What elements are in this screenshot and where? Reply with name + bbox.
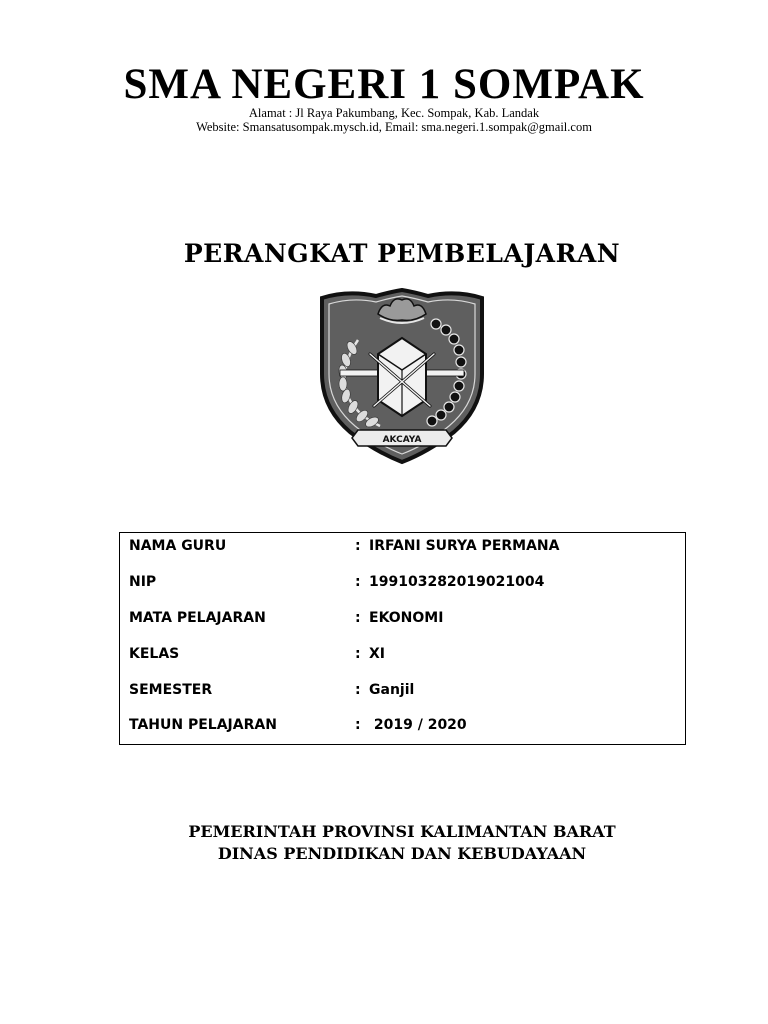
info-label: SEMESTER [129,682,213,698]
info-separator: : [355,610,361,626]
info-value: EKONOMI [369,610,444,626]
info-value: 199103282019021004 [369,574,545,590]
emblem-ribbon-text: AKCAYA [382,435,422,445]
info-value: Ganjil [369,682,415,698]
info-label: TAHUN PELAJARAN [129,717,277,733]
info-value: IRFANI SURYA PERMANA [369,538,560,554]
school-name: SMA NEGERI 1 SOMPAK [123,61,645,108]
footer-government: PEMERINTAH PROVINSI KALIMANTAN BARAT [188,822,616,841]
school-website: Website: Smansatusompak.mysch.id, Email: sma.negeri.1.sompak@gmail.com [196,120,592,134]
info-separator: : [355,574,361,590]
school-address: Alamat : Jl Raya Pakumbang, Kec. Sompak, Kab. Landak [248,106,540,120]
info-label: KELAS [129,646,180,662]
info-separator: : [355,646,361,662]
info-separator: : [355,538,361,554]
info-separator: : [355,682,361,698]
info-label: MATA PELAJARAN [129,610,266,626]
document-title: PERANGKAT PEMBELAJARAN [183,239,621,268]
info-value: 2019 / 2020 [369,717,467,733]
teacher-info-box [119,532,686,745]
info-label: NAMA GURU [129,538,227,554]
info-value: XI [369,646,386,662]
info-separator: : [355,717,361,733]
info-label: NIP [129,574,157,590]
footer-department: DINAS PENDIDIKAN DAN KEBUDAYAAN [217,844,587,863]
provincial-coat-of-arms-icon [318,288,486,466]
